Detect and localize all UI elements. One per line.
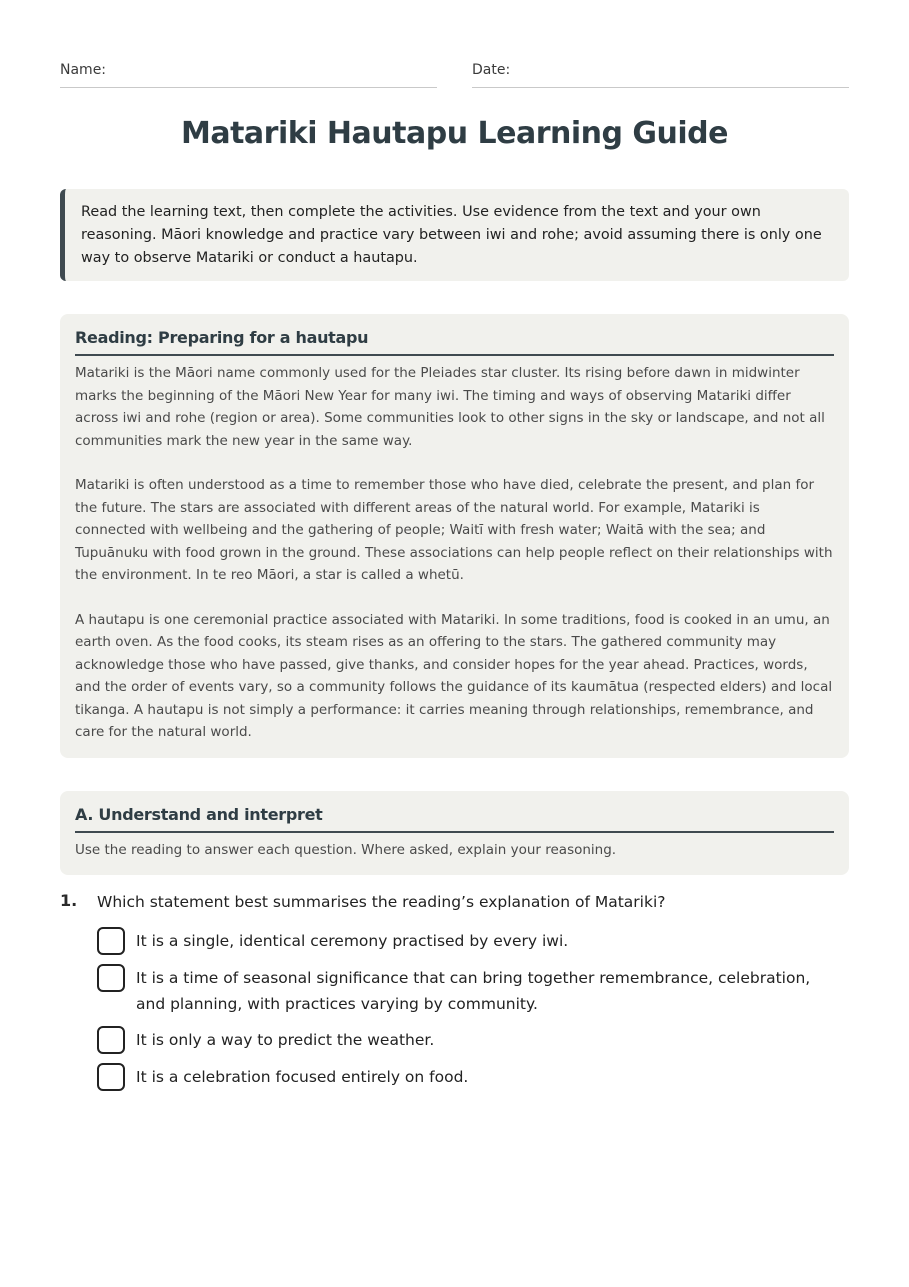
option-label: It is only a way to predict the weather. <box>136 1031 435 1049</box>
question-1 <box>60 890 849 1101</box>
section-a-subtext: Use the reading to answer each question. Where asked, explain your reasoning. <box>75 842 617 858</box>
section-a-panel <box>60 791 849 875</box>
checkbox[interactable] <box>97 964 125 992</box>
date-field[interactable] <box>472 62 849 88</box>
option-label: It is a celebration focused entirely on food. <box>136 1068 469 1086</box>
checkbox[interactable] <box>97 1026 125 1054</box>
question-number: 1. <box>60 891 78 910</box>
name-label: Name: <box>60 62 107 78</box>
checkbox[interactable] <box>97 1063 125 1091</box>
reading-paragraph: Matariki is the Māori name commonly used for the Pleiades star cluster. Its rising before dawn in midwinter marks the beginning of the Māori New Year for many iwi. The timing and ways of observing Matariki differ across iwi and rohe (region or area). Some communities look to other signs in the sky or landscape, and not all communities mark the new year in the same way. <box>75 365 825 449</box>
answer-option[interactable] <box>97 965 849 1017</box>
answer-option[interactable] <box>97 928 849 955</box>
question-text: Which statement best summarises the reading’s explanation of Matariki? <box>97 893 666 911</box>
reading-paragraph: A hautapu is one ceremonial practice associated with Matariki. In some traditions, food is cooked in an umu, an earth oven. As the food cooks, its steam rises as an offering to the stars. The gathered community may acknowledge those who have passed, give thanks, and consider hopes for the year ahead. Practices, words, and the order of events vary, so a community follows the guidance of its kaumātua (respected elders) and local tikanga. A hautapu is not simply a performance: it carries meaning through relationships, remembrance, and care for the natural world. <box>75 611 833 740</box>
reading-paragraph: Matariki is often understood as a time to remember those who have died, celebrate the present, and plan for the future. The stars are associated with different areas of the natural world. For example, Matariki is connected with wellbeing and the gathering of people; Waitī with fresh water; Waitā with the sea; and Tupuānuku with food grown in the ground. These associations can help people reflect on their relationships with the environment. In te reo Māori, a star is called a whetū. <box>75 477 833 583</box>
answer-option[interactable] <box>97 1027 849 1054</box>
date-label: Date: <box>472 62 511 78</box>
page-title: Matariki Hautapu Learning Guide <box>180 116 728 151</box>
instructions-box <box>60 189 849 281</box>
option-label: It is a time of seasonal significance that can bring together remembrance, celebration, and planning, with practices varying by community. <box>136 969 811 1013</box>
checkbox[interactable] <box>97 927 125 955</box>
name-field[interactable] <box>60 62 437 88</box>
option-label: It is a single, identical ceremony practised by every iwi. <box>136 932 569 950</box>
answer-option[interactable] <box>97 1064 849 1091</box>
name-date-row <box>60 62 849 88</box>
section-a-heading: A. Understand and interpret <box>75 805 834 833</box>
instructions-text: Read the learning text, then complete the activities. Use evidence from the text and your own reasoning. Māori knowledge and practice vary between iwi and rohe; avoid assuming there is only one way to observe Matariki or conduct a hautapu. <box>81 204 822 266</box>
reading-panel <box>60 314 849 758</box>
answer-options <box>97 928 849 1091</box>
reading-heading: Reading: Preparing for a hautapu <box>75 328 834 356</box>
